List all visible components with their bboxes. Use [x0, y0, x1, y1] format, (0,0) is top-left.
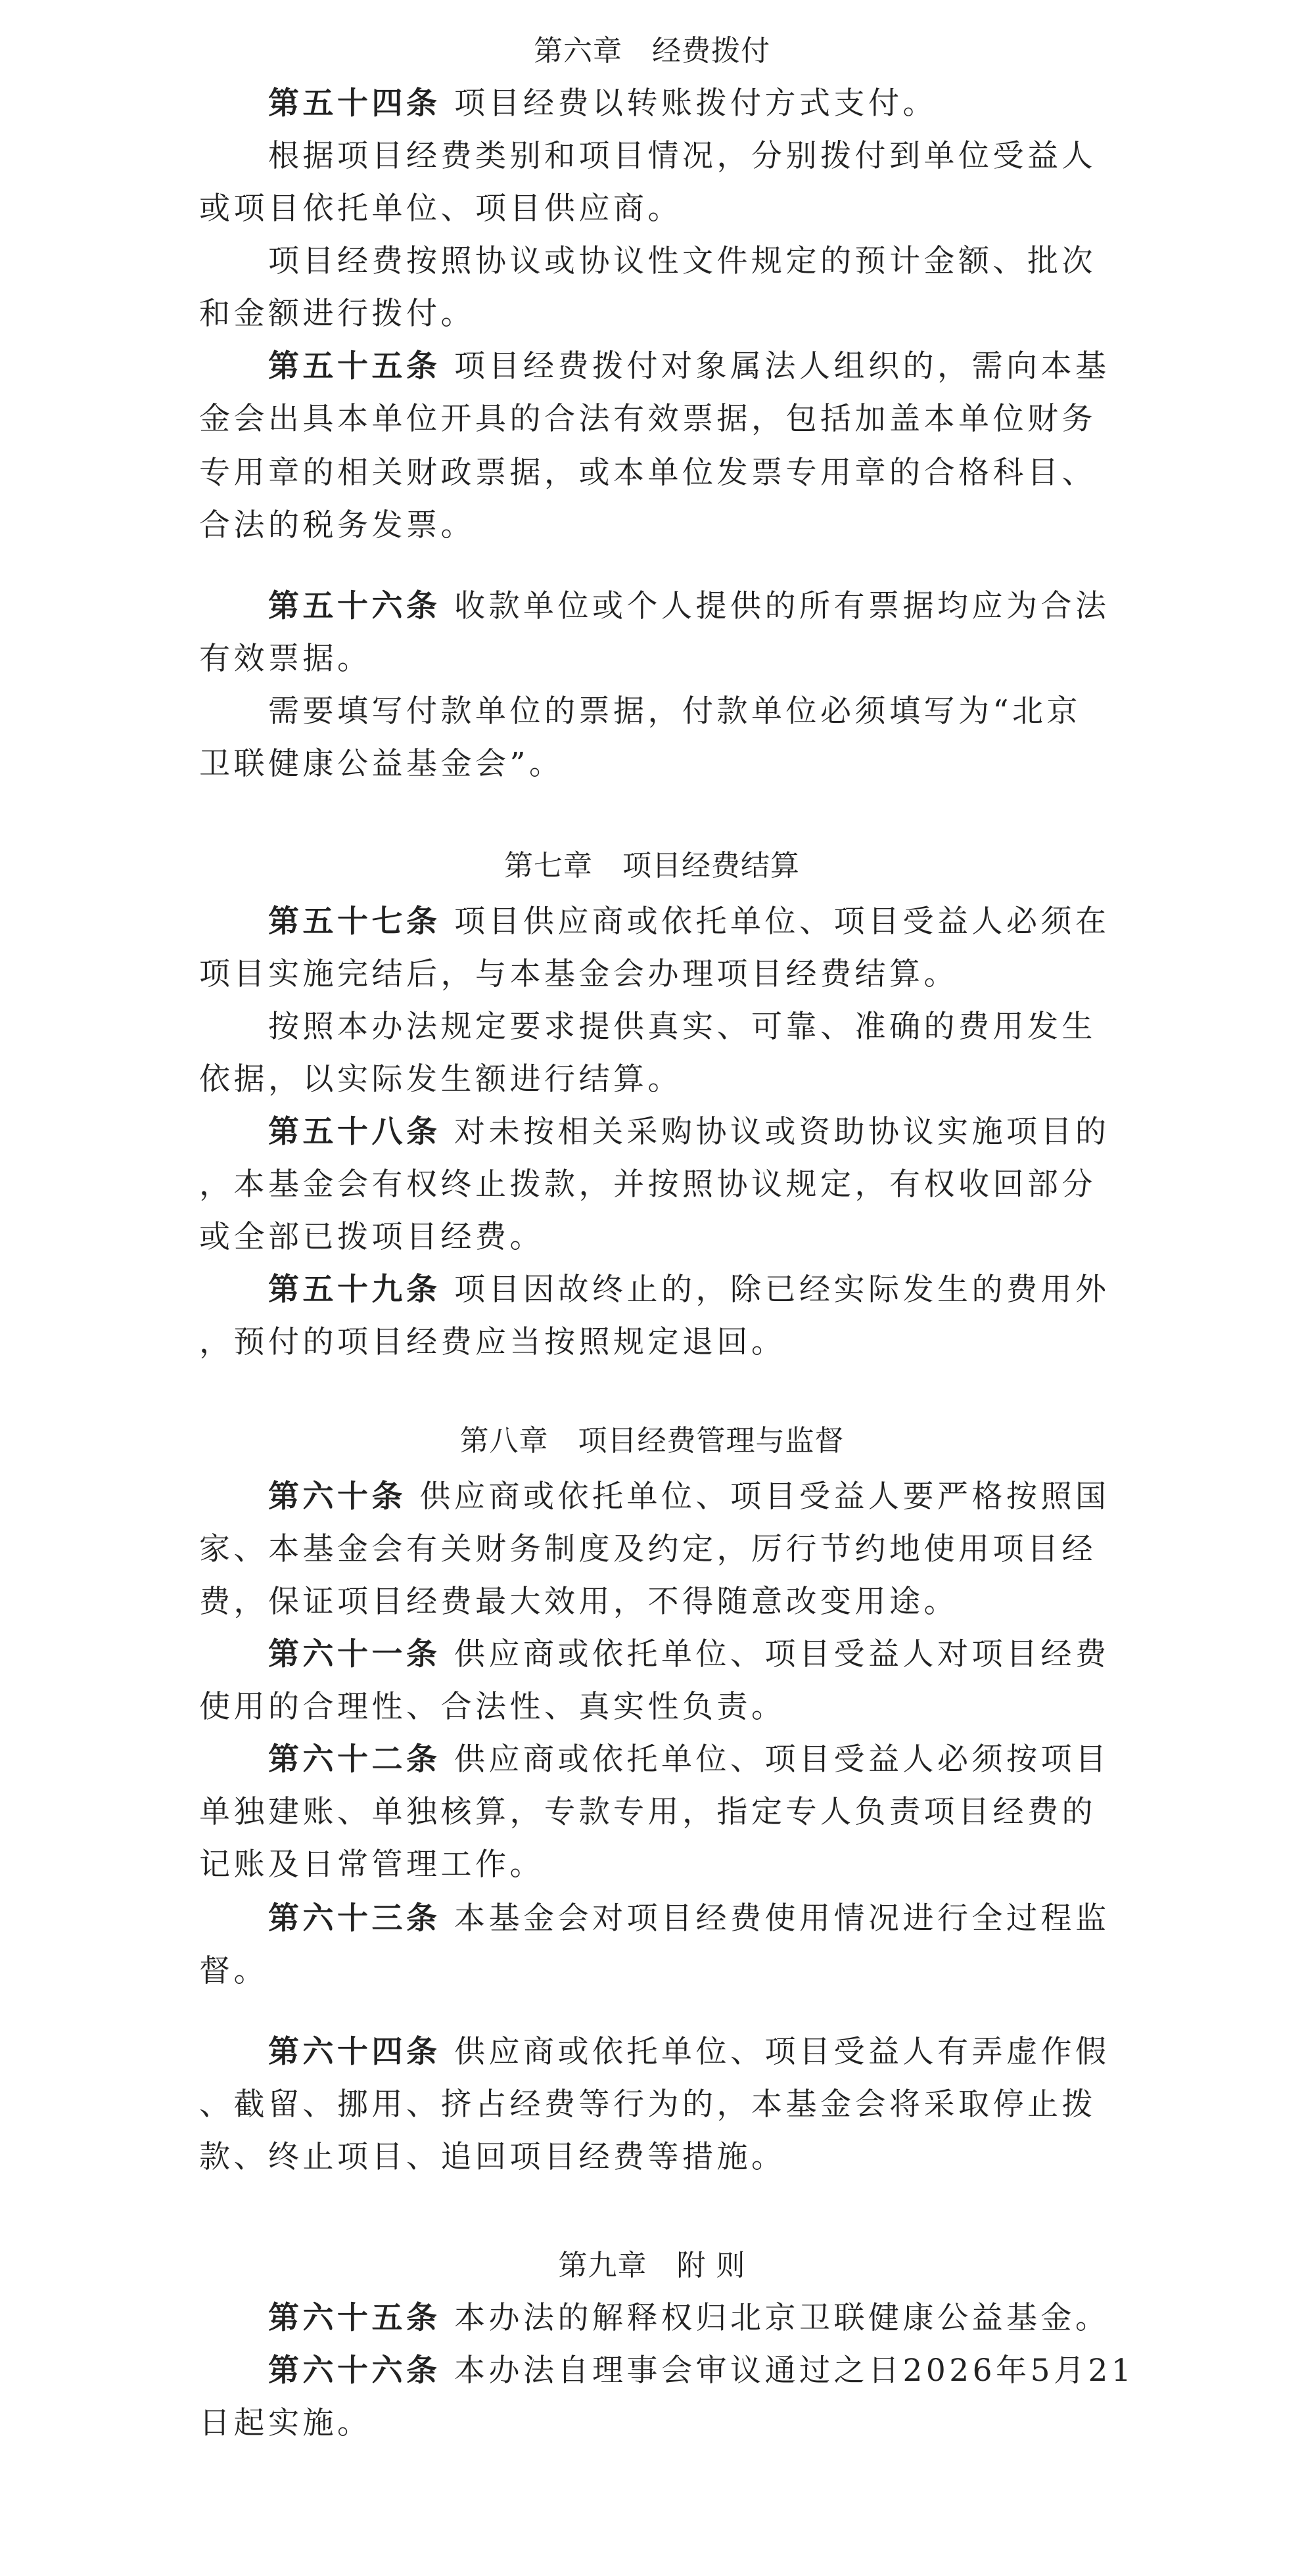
- article-number: 第五十九条: [268, 1272, 441, 1308]
- chapter-7-title: 第七章 项目经费结算: [504, 849, 800, 883]
- article-59-line-1: 第五十九条 项目因故终止的，除已经实际发生的费用外: [268, 1272, 1110, 1308]
- article-number: 第五十七条: [268, 904, 441, 940]
- article-number: 第六十六条: [268, 2353, 441, 2389]
- article-66-line-1: 第六十六条 本办法自理事会审议通过之日2026年5月21: [268, 2353, 1135, 2389]
- article-55-line-1: 第五十五条 项目经费拨付对象属法人组织的，需向本基: [268, 348, 1110, 384]
- paragraph-line: 依据，以实际发生额进行结算。: [199, 1061, 682, 1097]
- paragraph-line: 需要填写付款单位的票据，付款单位必须填写为“北京: [268, 693, 1082, 729]
- paragraph-line: 款、终止项目、追回项目经费等措施。: [199, 2139, 786, 2175]
- paragraph-line: 有效票据。: [199, 641, 372, 677]
- paragraph-line: 使用的合理性、合法性、真实性负责。: [199, 1689, 786, 1725]
- paragraph-line: ，预付的项目经费应当按照规定退回。: [199, 1324, 786, 1360]
- paragraph-line: 根据项目经费类别和项目情况，分别拨付到单位受益人: [268, 138, 1096, 174]
- paragraph-line: 专用章的相关财政票据，或本单位发票专用章的合格科目、: [199, 455, 1096, 491]
- paragraph-line: 单独建账、单独核算，专款专用，指定专人负责项目经费的: [199, 1794, 1096, 1830]
- paragraph-line: 记账及日常管理工作。: [199, 1847, 544, 1883]
- article-63-line-1: 第六十三条 本基金会对项目经费使用情况进行全过程监: [268, 1900, 1110, 1937]
- paragraph-line: 家、本基金会有关财务制度及约定，厉行节约地使用项目经: [199, 1531, 1096, 1567]
- article-number: 第六十四条: [268, 2034, 441, 2070]
- paragraph-line: 卫联健康公益基金会”。: [199, 746, 564, 782]
- article-number: 第五十四条: [268, 85, 441, 122]
- paragraph-line: 和金额进行拨付。: [199, 296, 475, 332]
- article-57-line-1: 第五十七条 项目供应商或依托单位、项目受益人必须在: [268, 904, 1110, 940]
- paragraph-line: 或项目依托单位、项目供应商。: [199, 191, 682, 227]
- article-number: 第六十条: [268, 1479, 406, 1515]
- article-60-line-1: 第六十条 供应商或依托单位、项目受益人要严格按照国: [268, 1479, 1110, 1515]
- chapter-8-title: 第八章 项目经费管理与监督: [459, 1424, 845, 1458]
- article-64-line-1: 第六十四条 供应商或依托单位、项目受益人有弄虚作假: [268, 2034, 1110, 2070]
- article-number: 第六十一条: [268, 1636, 441, 1672]
- article-62-line-1: 第六十二条 供应商或依托单位、项目受益人必须按项目: [268, 1741, 1110, 1778]
- paragraph-line: 合法的税务发票。: [199, 507, 475, 543]
- article-65-line-1: 第六十五条 本办法的解释权归北京卫联健康公益基金。: [268, 2300, 1110, 2336]
- paragraph-line: 费，保证项目经费最大效用，不得随意改变用途。: [199, 1584, 958, 1620]
- article-number: 第五十八条: [268, 1114, 441, 1150]
- chapter-9-title: 第九章 附 则: [558, 2249, 746, 2282]
- paragraph-line: 日起实施。: [199, 2405, 372, 2441]
- article-number: 第六十五条: [268, 2300, 441, 2336]
- article-54-line-1: 第五十四条 项目经费以转账拨付方式支付。: [268, 85, 937, 122]
- paragraph-line: 督。: [199, 1953, 268, 1989]
- article-61-line-1: 第六十一条 供应商或依托单位、项目受益人对项目经费: [268, 1636, 1110, 1672]
- paragraph-line: 项目经费按照协议或协议性文件规定的预计金额、批次: [268, 243, 1096, 279]
- article-number: 第六十二条: [268, 1741, 441, 1778]
- paragraph-line: 金会出具本单位开具的合法有效票据，包括加盖本单位财务: [199, 401, 1096, 437]
- paragraph-line: 或全部已拨项目经费。: [199, 1219, 544, 1255]
- paragraph-line: 按照本办法规定要求提供真实、可靠、准确的费用发生: [268, 1009, 1096, 1045]
- article-number: 第六十三条: [268, 1900, 441, 1937]
- paragraph-line: 、截留、挪用、挤占经费等行为的，本基金会将采取停止拨: [199, 2086, 1096, 2123]
- article-58-line-1: 第五十八条 对未按相关采购协议或资助协议实施项目的: [268, 1114, 1110, 1150]
- paragraph-line: ，本基金会有权终止拨款，并按照协议规定，有权收回部分: [199, 1166, 1096, 1203]
- paragraph-line: 项目实施完结后，与本基金会办理项目经费结算。: [199, 956, 958, 992]
- chapter-6-title: 第六章 经费拨付: [534, 34, 770, 68]
- article-number: 第五十五条: [268, 348, 441, 384]
- article-number: 第五十六条: [268, 588, 441, 624]
- article-56-line-1: 第五十六条 收款单位或个人提供的所有票据均应为合法: [268, 588, 1110, 624]
